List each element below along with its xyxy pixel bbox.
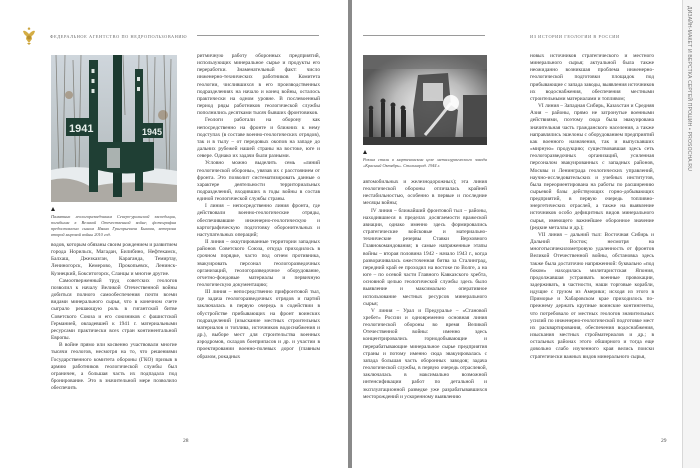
photo-caption: Памятник геологоразведчикам Северо-уральской экспедиции, погибшим в Великой Отечественной войне; фотография предоставлена сыном Ивана Григорьевича Быкова, ветерана второй мировой войны 2010 год.: [51, 214, 176, 238]
header-rule: [197, 35, 319, 36]
paragraph: V линия – Урал и Предуралье – «Становой хребет» России и одновременно основная линия геологической обороны во время Великой Отечественной войны: именно здесь концентрировались горнодобывающие и перерабатывающие минеральное сырье предприятия страны и потому именно сюда эвакуировалась с запада большая часть оборонных заводов; задача геологической службы, в первую очередь отраслевой, заключалась в максимально возможной интенсификации работ по детальной и эксплуатационной разведке уже разрабатывавшихся месторождений и ускоренному выявлению: [363, 307, 487, 400]
paragraph: ритмичную работу оборонных предприятий, использующих минеральное сырье и продукты его переработки. Знаменательный факт: число инженерно-технических работников Комитета геологии, числившихся в его производственных подразделениях на начало и конец войны, осталось практически на одном уровне. В послевоенный период ряды работников геологической службы пополнились десятками тысяч бывших фронтовиков.: [197, 53, 320, 117]
paragraph: Условно можно выделить семь «линий геологической обороны», увязав их с расстоянием от фронта. Это позволит систематизировать данные о характере деятельности территориальных подразделений, входивших в годы войны в состав единой геологической службы страны.: [197, 160, 320, 203]
memorial-year-1945: 1945: [142, 127, 163, 137]
page-number: 28: [183, 438, 189, 444]
paragraph: IV линия – ближайший фронтовой тыл – районы, находившиеся в пределах досягаемости вражеской авиации, однако именно здесь формировались стратегические войсковые и материально-технические резервы Ставки Верховного Главнокомандования; в самые напряженные этапы войны – вторая половина 1942 - начало 1943 г., когда разворачивалась ожесточенная битва за Сталинград, передний край ее проходил на востоке по Волге, а на юге – по осевой части Главного Кавказского хребта, основной целью геологической службы здесь было выявление и максимально оперативное использование местных ресурсов минерального сырья;: [363, 207, 487, 307]
paragraph: В войне прямо или косвенно участвовали многие тысячи геологов, несмотря на то, что решениями Государственного комитета обороны (ГКО) призыв в армию работников геологической службы был ограничен, а большая часть их подпадала под бронирование. Это в значительной мере позволило обеспечить: [51, 342, 177, 392]
right-page: [352, 0, 682, 468]
paragraph: I линия – непосредственно линия фронта, где действовали военно-геологические отряды, обеспечивавшие инженерно-геологическую и картографическую подготовку оборонительных и наступательных операций;: [197, 203, 320, 238]
paragraph: водов, которым обязаны своим рождением и развитием города Норильск, Магадан, Билибино, Нефтекамск, Балхаш, Джезказган, Караганда, Темиртау, Лениногорск, Кемерово, Прокопьевск, Ленинск-Кузнецкий, Бокситогорск, Сланцы и многие другие.: [51, 242, 178, 277]
steel-mill-photo: [363, 55, 487, 145]
left-column-1: [51, 242, 177, 392]
paragraph: VII линия – дальний тыл: Восточная Сибирь и Дальний Восток; несмотря на многотысячекилометровую удаленность от фронтов Великой Отечественной войны, обстановка здесь также была достаточно напряженной: буквально «под боком» находилась милитаристская Япония, продолжавшая устраивать военные провокации, задерживать, в частности, наши торговые корабли, идущие с грузом из Америки; исходя из этого в Приморье и Хабаровском крае приходилось по-прежнему держать крупные воинские контингенты, что потребовало от местных геологов значительных усилий по инженерно-геологической подготовке мест их расквартирования, обеспечения водоснабжения, изыскания местных стройматериалов и др.; в остальных районах этого обширного и тогда еще довольно слабо изученного края велись поиски стратегически важных видов минерального сырья,: [530, 231, 654, 360]
running-head: ФЕДЕРАЛЬНОЕ АГЕНТСТВО ПО НЕДРОПОЛЬЗОВАНИЮ: [50, 34, 188, 39]
left-page: [0, 0, 348, 468]
page-number: 29: [661, 438, 667, 444]
photo-caption: Разлив стали в мартеновском цехе металлургического завода «Красный Октябрь». Сталинград. 1944 г.: [363, 157, 487, 169]
paragraph: VI линия – Западная Сибирь, Казахстан и Средняя Азия – районы, прямо не затронутые военными действиями, поэтому сюда была эвакуирована значительная часть гражданского населения, а также направлялись эшелоны с оборудованием предприятий как военного назначения, так и выпускавших «мирную» продукцию; существовавшая здесь сеть геологоразведочных организаций, усиленная персоналом эвакуированных с западных районов, Москвы и Ленинграда геологических управлений, научно-исследовательских и учебных институтов, была переориентирована на работы по расширению сырьевой базы действующих горно-добывающих предприятий, в первую очередь топливно-энергетических отраслей, а также на выявление источников особо дефицитных видов минерального сырья, имеющего важнейшее оборонное значение (редкие металлы и др.);: [530, 103, 654, 231]
left-column-2: [197, 53, 320, 361]
paragraph: новых источников стратегического и местного минерального сырья; актуальной была также неожиданно возникшая проблема инженерно-геологической подготовки площадок под прибывающие с запада заводы, выявления источников их водоснабжения, обеспечения местными строительными материалами и топливом;: [530, 53, 654, 102]
russian-eagle-emblem-icon: [22, 26, 36, 46]
paragraph: Геологи работали на оборону как непосредственно на фронте и ближних к нему подступах (в составе военно-геологических отрядов), так и в тылу – от передовых окопов на западе до дальних рубежей нашей страны на востоке, юге и севере. Однако их задачи были разными.: [197, 117, 320, 160]
right-column-1: [363, 179, 487, 401]
paragraph: II линия – оккупированные территории западных районов Советского Союза, откуда приходилось в срочном порядке, часто под огнем противника, эвакуировать персонал геологоразведочных организаций, геологоразведочное оборудование, отчетно-фондовые материалы и первичную геологическую документацию;: [197, 239, 320, 288]
memorial-photo: [51, 55, 177, 202]
memorial-year-1941: 1941: [69, 123, 94, 135]
running-head: ИЗ ИСТОРИИ ГЕОЛОГИИ В РОССИИ: [530, 34, 620, 39]
paragraph: автомобильных и железнодорожных); эта линия геологической обороны отличалась крайней нестабильностью, особенно в первые и последние месяцы войны;: [363, 179, 487, 207]
credit-sidebar: ДИЗАЙН-МАКЕТ И ВЕРСТКА СЕРГЕЙ ПРОШИН • PROSOCHA.RU: [686, 6, 692, 172]
header-rule: [363, 35, 485, 36]
caption-marker-icon: [363, 150, 367, 154]
paragraph: Самоотверженный труд советских геологов позволил к началу Великой Отечественной войны добиться полного самообеспечения почти всеми видами минерального сырья, что в конечном счете сыграло решающую роль в гигантской битве Советского Союза и его союзников с фашистской Германией, овладевшей к 1941 г. материальными ресурсами практически всех стран континентальной Европы.: [51, 277, 177, 342]
paragraph: III линия – непосредственно прифронтовой тыл, где задача геологоразведочных отрядов и партий заключалась в первую очередь в содействии в обустройстве прибывающих на фронт воинских подразделений (изыскание местных строительных материалов и топлива, источников водоснабжения и др.), выборе мест для строительства военных аэродромов, складов боеприпасов и др. и участии в проектировании военно-полевых дорог (главным образом, рокадных: [197, 289, 320, 360]
right-column-2: [530, 53, 654, 361]
caption-marker-icon: [51, 207, 55, 211]
